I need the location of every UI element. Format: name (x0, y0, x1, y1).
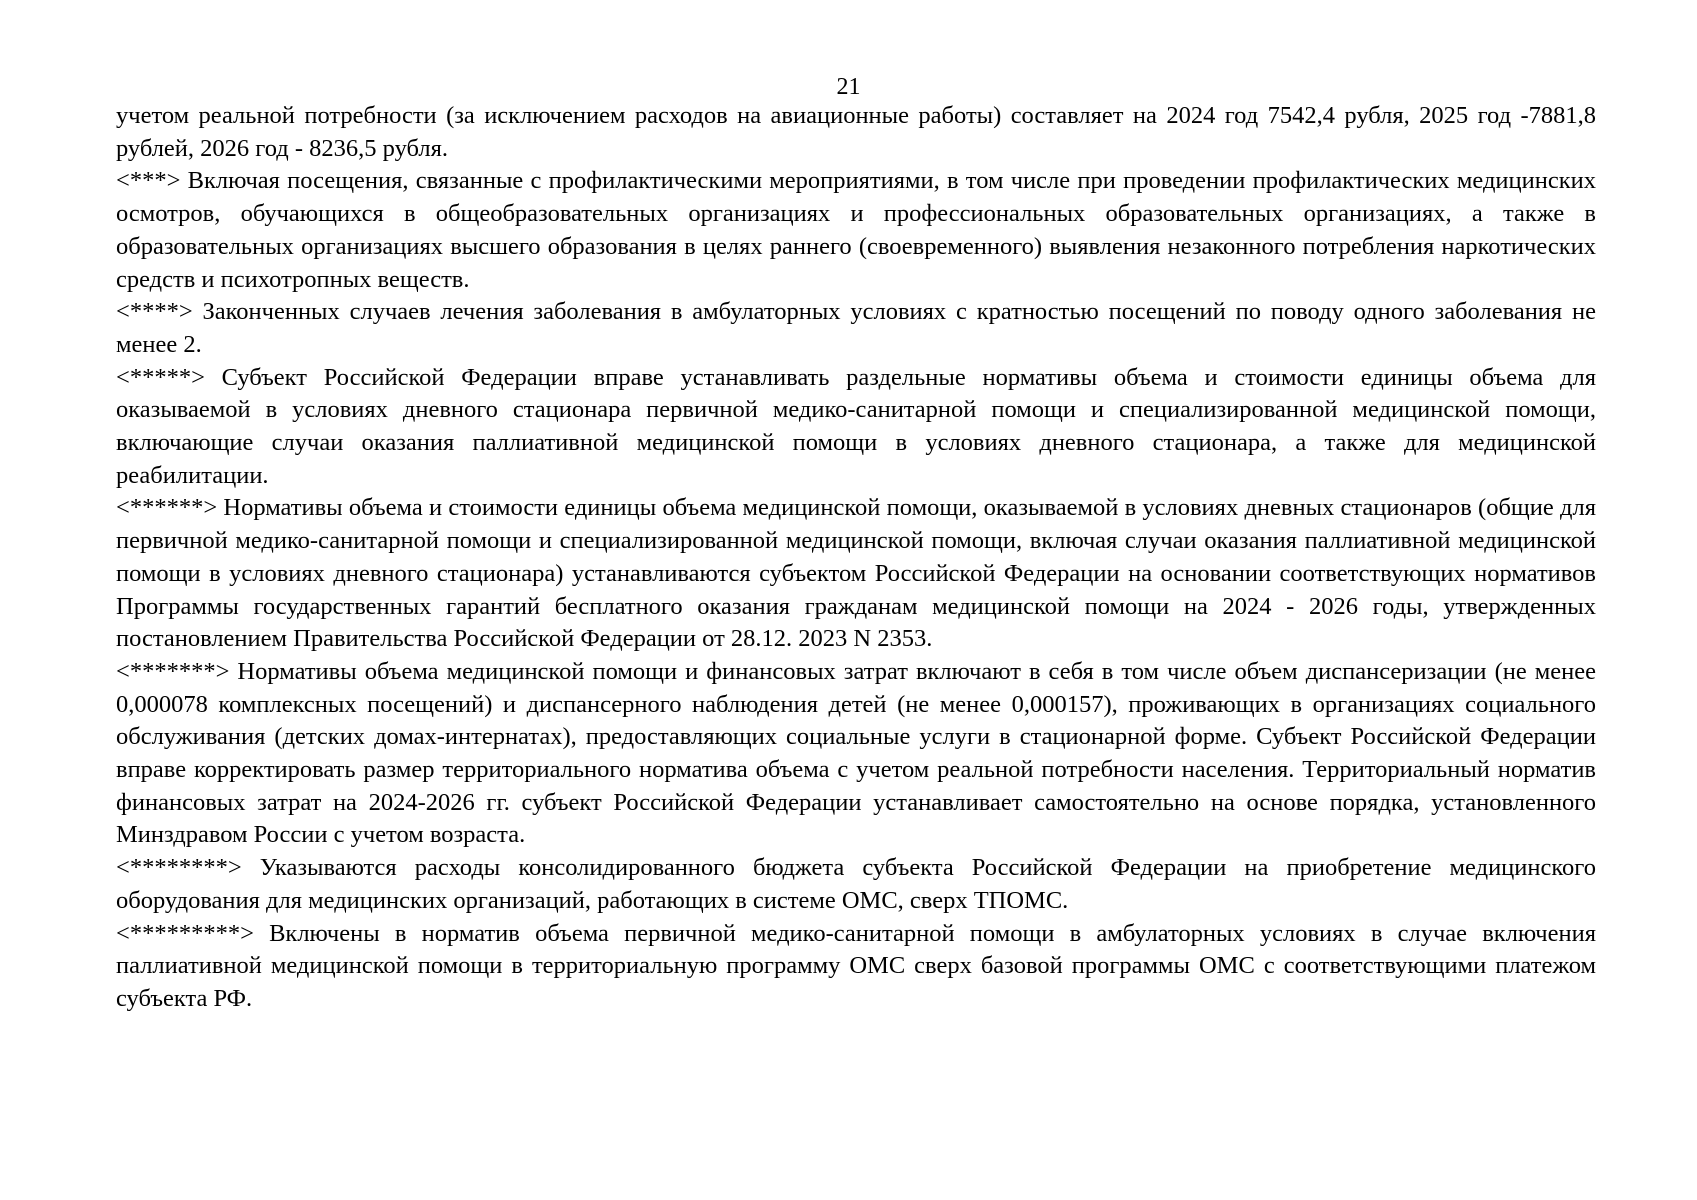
footnote-3-stars: <***> Включая посещения, связанные с профилактическими мероприятиями, в том числе при проведении профилактических медицинских осмотров, обучающихся в общеобразовательных организациях и профессиональных образовательных организациях, а также в образовательных организациях высшего образования в целях раннего (своевременного) выявления незаконного потребления наркотических средств и психотропных веществ. (116, 167, 1596, 293)
page-number: 21 (836, 74, 861, 100)
footnote-5-stars: <*****> Субъект Российской Федерации вправе устанавливать раздельные нормативы объема и стоимости единицы объема для оказываемой в условиях дневного стационара первичной медико-санитарной помощи и специализированной медицинской помощи, включающие случаи оказания паллиативной медицинской помощи в условиях дневного стационара, а также для медицинской реабилитации. (116, 363, 1596, 489)
document-body (116, 100, 1596, 1016)
paragraph-continuation: учетом реальной потребности (за исключением расходов на авиационные работы) составляет на 2024 год 7542,4 рубля, 2025 год -7881,8 рублей, 2026 год - 8236,5 рубля. (116, 102, 1596, 162)
footnote-9-stars: <*********> Включены в норматив объема первичной медико-санитарной помощи в амбулаторных условиях в случае включения паллиативной медицинской помощи в территориальную программу ОМС сверх базовой программы ОМС с соответствующими платежом субъекта РФ. (116, 919, 1596, 1012)
footnote-8-stars: <********> Указываются расходы консолидированного бюджета субъекта Российской Федерации на приобретение медицинского оборудования для медицинских организаций, работающих в системе ОМС, сверх ТПОМС. (116, 854, 1596, 914)
footnote-6-stars: <******> Нормативы объема и стоимости единицы объема медицинской помощи, оказываемой в условиях дневных стационаров (общие для первичной медико-санитарной помощи и специализированной медицинской помощи, включая случаи оказания паллиативной медицинской помощи в условиях дневного стационара) устанавливаются субъектом Российской Федерации на основании соответствующих нормативов Программы государственных гарантий бесплатного оказания гражданам медицинской помощи на 2024 - 2026 годы, утвержденных постановлением Правительства Российской Федерации от 28.12. 2023 N 2353. (116, 494, 1596, 653)
footnote-7-stars: <*******> Нормативы объема медицинской помощи и финансовых затрат включают в себя в том числе объем диспансеризации (не менее 0,000078 комплексных посещений) и диспансерного наблюдения детей (не менее 0,000157), проживающих в организациях социального обслуживания (детских домах-интернатах), предоставляющих социальные услуги в стационарной форме. Субъект Российской Федерации вправе корректировать размер территориального норматива объема с учетом реальной потребности населения. Территориальный норматив финансовых затрат на 2024-2026 гг. субъект Российской Федерации устанавливает самостоятельно на основе порядка, установленного Минздравом России с учетом возраста. (116, 657, 1596, 849)
footnote-4-stars: <****> Законченных случаев лечения заболевания в амбулаторных условиях с кратностью посещений по поводу одного заболевания не менее 2. (116, 298, 1596, 358)
